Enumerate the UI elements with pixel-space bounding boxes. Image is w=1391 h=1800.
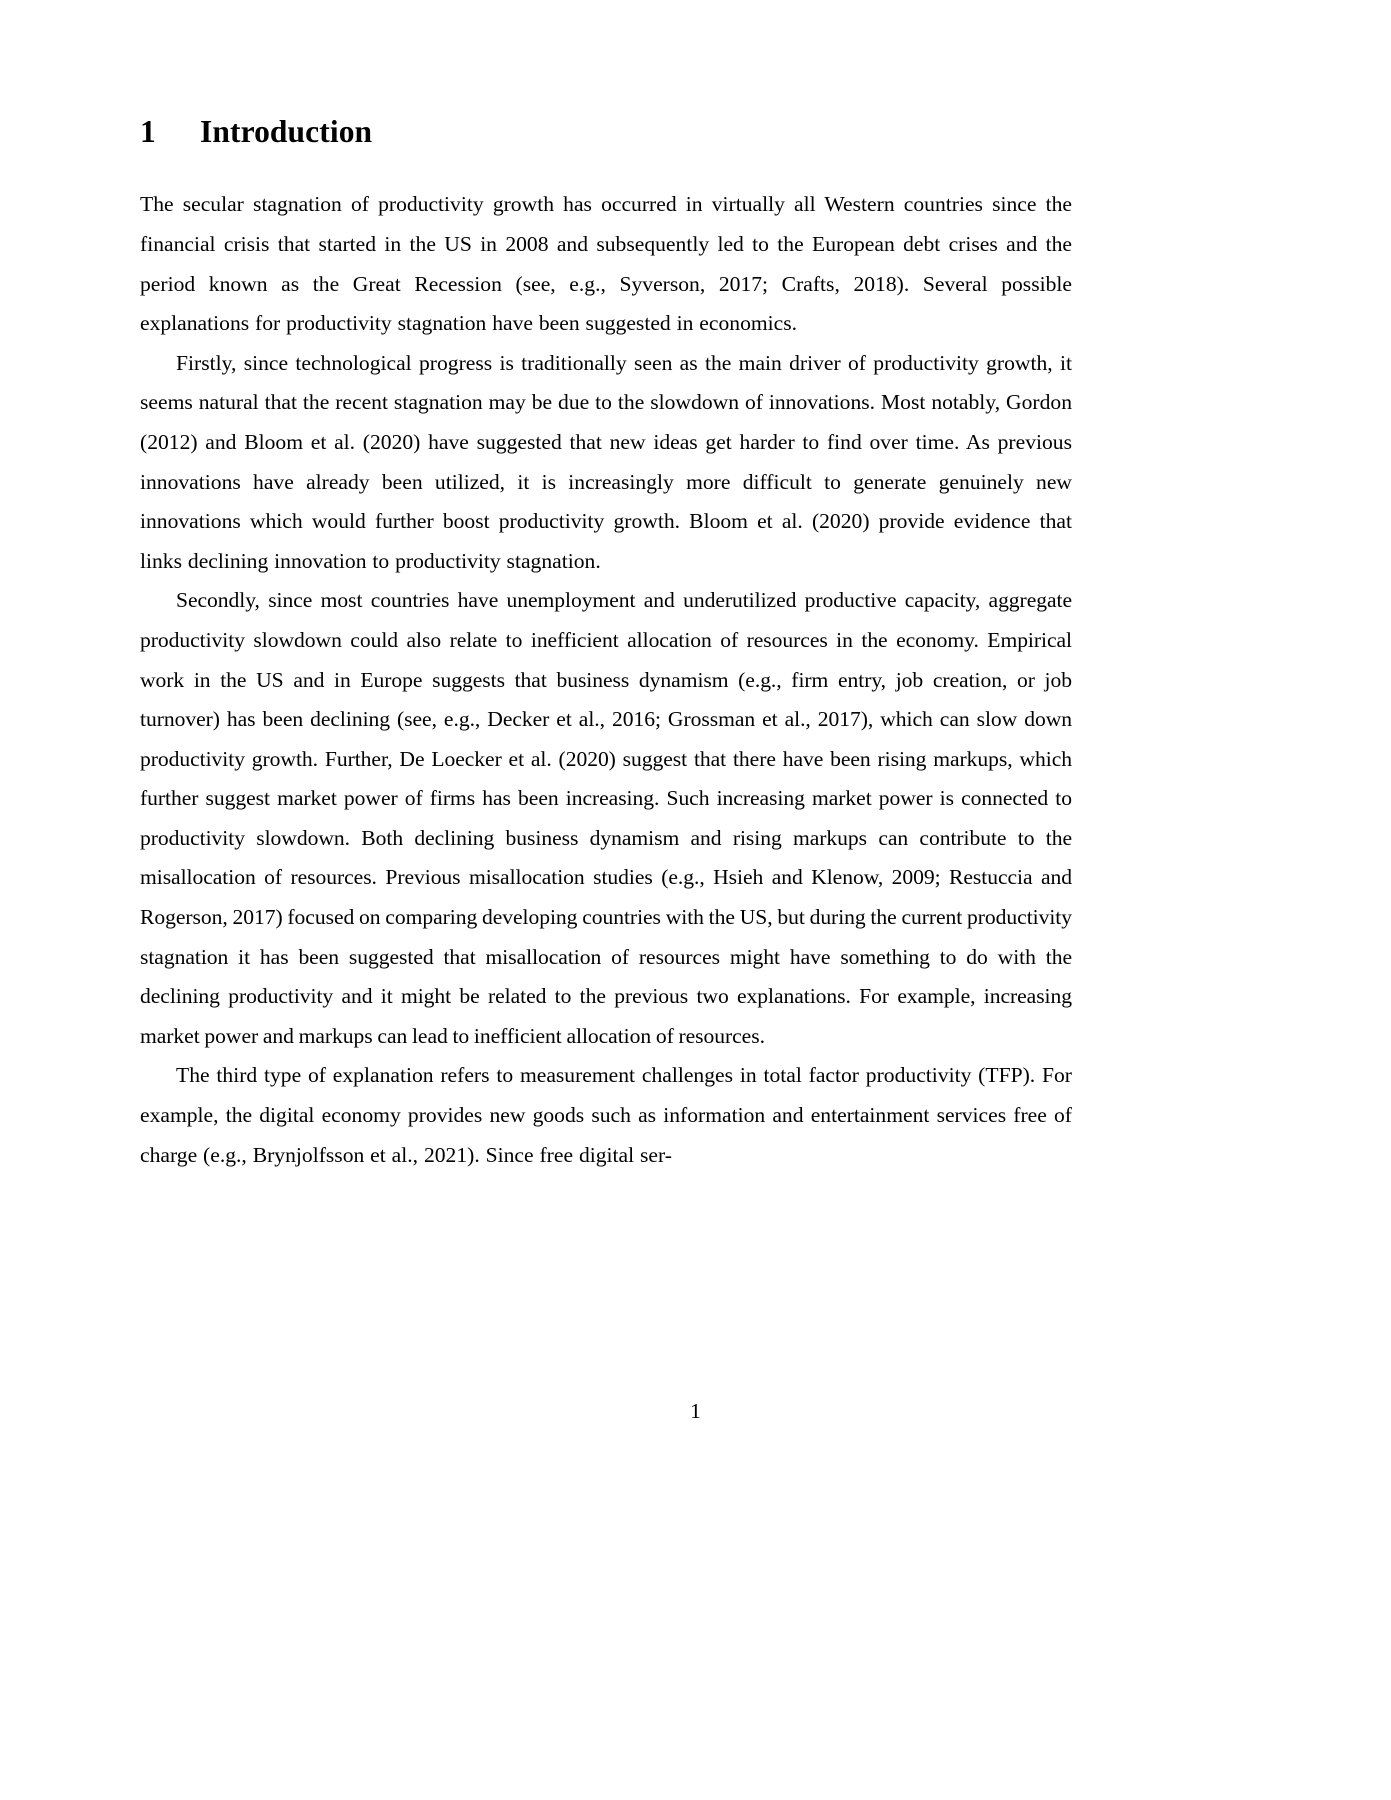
section-heading — [140, 112, 1072, 151]
section-title: Introduction — [200, 114, 373, 149]
paragraph-4: The third type of explanation refers to measurement challenges in total factor productivity (TFP). For example, the digital economy provides new goods such as information and entertainment services free of charge (e.g., Brynjolfsson et al., 2021). Since free digital ser- — [140, 1063, 1072, 1167]
section-number: 1 — [140, 114, 156, 149]
page-number: 1 — [690, 1399, 701, 1423]
paragraph-1: The secular stagnation of productivity growth has occurred in virtually all Western countries since the financial crisis that started in the US in 2008 and subsequently led to the European debt crises and the period known as the Great Recession (see, e.g., Syverson, 2017; Crafts, 2018). Several possible explanations for productivity stagnation have been suggested in economics. — [140, 192, 1072, 336]
paragraph-2: Firstly, since technological progress is traditionally seen as the main driver of productivity growth, it seems natural that the recent stagnation may be due to the slowdown of innovations. Most notably, Gordon (2012) and Bloom et al. (2020) have suggested that new ideas get harder to find over time. As previous innovations have already been utilized, it is increasingly more difficult to generate genuinely new innovations which would further boost productivity growth. Bloom et al. (2020) provide evidence that links declining innovation to productivity stagnation. — [140, 350, 1072, 573]
paragraph-3: Secondly, since most countries have unemployment and underutilized productive capacity, aggregate productivity slowdown could also relate to inefficient allocation of resources in the economy. Empirical work in the US and in Europe suggests that business dynamism (e.g., firm entry, job creation, or job turnover) has been declining (see, e.g., Decker et al., 2016; Grossman et al., 2017), which can slow down productivity growth. Further, De Loecker et al. (2020) suggest that there have been rising markups, which further suggest market power of firms has been increasing. Such increasing market power is connected to productivity slowdown. Both declining business dynamism and rising markups can contribute to the misallocation of resources. Previous misallocation studies (e.g., Hsieh and Klenow, 2009; Restuccia and Rogerson, 2017) focused on comparing developing countries with the US, but during the current productivity stagnation it has been suggested that misallocation of resources might have something to do with the declining productivity and it might be related to the previous two explanations. For example, increasing market power and markups can lead to inefficient allocation of resources. — [140, 588, 1072, 1048]
page-content — [140, 112, 1072, 1175]
